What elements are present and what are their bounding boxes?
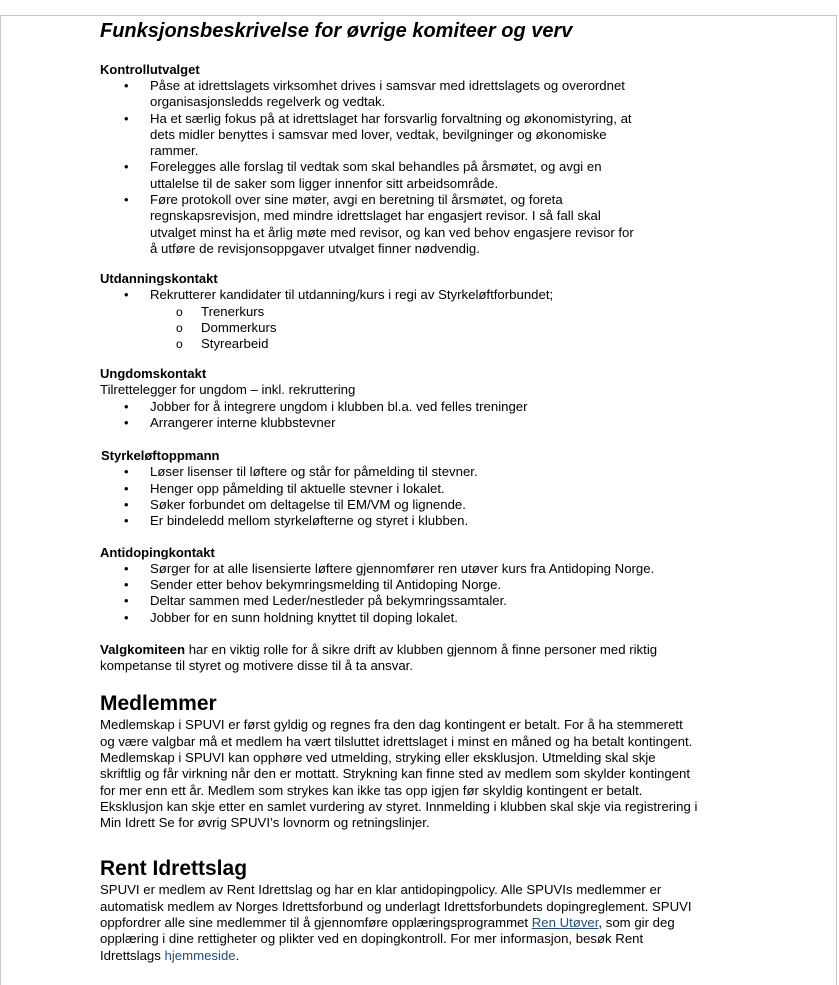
valgkomiteen-paragraph: Valgkomiteen har en viktig rolle for å sikre drift av klubben gjennom å finne personer med riktig kompetanse til styret og motivere disse til å ta ansvar.	[100, 641, 658, 674]
section-heading-ungdomskontakt: Ungdomskontakt	[100, 366, 207, 382]
rent-paragraph: SPUVI er medlem av Rent Idrettslag og har en klar antidopingpolicy. Alle SPUVIs medlemmer er automatisk medlem av Norges Idrettsforbund og underlagt Idrettsforbundets dopingreglement. SPUVI oppfordrer alle sine medlemmer til å gjennomføre opplæringsprogrammet Ren Utøver, som gir deg opplæring i dine rettigheter og plikter ved en dopingkontroll. For mer informasjon, besøk Rent Idrettslags hjemmeside.	[100, 882, 692, 963]
circle-bullet-icon: o	[176, 304, 183, 319]
list-item: • Deltar sammen med Leder/nestleder på bekymringssamtaler.	[124, 593, 507, 609]
list-item: • Henger opp påmelding til aktuelle stevner i lokalet.	[124, 480, 445, 496]
section-heading-medlemmer: Medlemmer	[100, 692, 217, 716]
bullet-icon: •	[124, 513, 129, 529]
section-rent-idrettslag	[100, 856, 750, 963]
section-heading-kontrollutvalget: Kontrollutvalget	[100, 62, 200, 77]
bullet-icon: •	[124, 398, 129, 414]
circle-bullet-icon: o	[176, 320, 183, 335]
list-item: • Søker forbundet om deltagelse til EM/VM og lignende.	[124, 496, 466, 512]
section-kontrollutvalget	[100, 62, 750, 257]
sub-list-item: o Dommerkurs	[176, 319, 277, 335]
bullet-icon: •	[124, 78, 129, 93]
list-item: • Jobber for å integrere ungdom i klubben bl.a. ved felles treninger	[124, 398, 528, 414]
ungdom-intro: Tilrettelegger for ungdom – inkl. rekruttering	[100, 382, 356, 398]
document-body	[100, 19, 750, 964]
utdanning-list	[100, 287, 750, 303]
ren-utover-link[interactable]: Ren Utøver	[531, 914, 599, 930]
bullet-icon: •	[124, 496, 129, 512]
section-utdanningskontakt	[100, 271, 750, 352]
list-item: • Påse at idrettslagets virksomhet drives i samsvar med idrettslagets og overordnet organisasjonsledds regelverk og vedtak.	[124, 78, 625, 110]
section-antidopingkontakt	[100, 545, 750, 627]
ungdom-list	[100, 399, 750, 432]
bullet-icon: •	[124, 159, 129, 175]
list-item: • Arrangerer interne klubbstevner	[124, 415, 336, 431]
circle-bullet-icon: o	[176, 337, 183, 352]
list-item: • Rekrutterer kandidater til utdanning/kurs i regi av Styrkeløftforbundet;	[124, 287, 554, 303]
bullet-icon: •	[124, 560, 129, 576]
section-medlemmer	[100, 691, 750, 831]
hjemmeside-link[interactable]: hjemmeside	[164, 947, 236, 963]
medlemmer-paragraph: Medlemskap i SPUVI er først gyldig og regnes fra den dag kontingent er betalt. For å ha stemmerett og være valgbar må et medlem ha vært tilsluttet idrettslaget i minst en måned og ha betalt kontingent. Medlemskap i SPUVI kan opphøre ved utmelding, stryking eller eksklusjon. Utmelding skal skje skriftlig og får virkning når den er mottatt. Strykning kan finne sted av medlem som skylder kontingent for mer enn ett år. Medlem som strykes kan ikke tas opp igjen før skyldig kontingent er betalt. Eksklusjon kan skje etter en samlet vurdering av styret. Innmelding i klubben skal skje via registrering i Min Idrett Se for øvrig SPUVI’s lovnorm og retningslinjer.	[100, 717, 698, 831]
bullet-icon: •	[124, 464, 129, 480]
bullet-icon: •	[124, 110, 129, 126]
bullet-icon: •	[124, 192, 129, 208]
section-heading-utdanningskontakt: Utdanningskontakt	[100, 271, 218, 287]
sub-list-item: o Styrearbeid	[176, 336, 269, 352]
sub-list-item: o Trenerkurs	[176, 303, 265, 319]
bullet-icon: •	[124, 610, 129, 626]
list-item: • Er bindeledd mellom styrkeløfterne og styret i klubben.	[124, 513, 469, 529]
bullet-icon: •	[124, 480, 129, 496]
section-ungdomskontakt	[100, 366, 750, 431]
kontrollutvalget-list	[100, 78, 750, 257]
list-item: • Føre protokoll over sine møter, avgi en beretning til årsmøtet, og foreta regnskapsrevisjon, med mindre idrettslaget har engasjert revisor. I så fall skal utvalget minst ha et årlig møte med revisor, og kan ved behov engasjere revisor for å utføre de revisjonsoppgaver utvalget finner nødvendig.	[124, 192, 634, 256]
list-item: • Forelegges alle forslag til vedtak som skal behandles på årsmøtet, og avgi en uttalelse til de saker som ligger innenfor sitt arbeidsområde.	[124, 159, 602, 191]
list-item: • Sørger for at alle lisensierte løftere gjennomfører ren utøver kurs fra Antidoping Norge.	[124, 560, 655, 576]
utdanning-sublist	[100, 304, 750, 353]
list-item: • Sender etter behov bekymringsmelding til Antidoping Norge.	[124, 576, 502, 592]
antidoping-list	[100, 561, 750, 627]
valgkomiteen-label: Valgkomiteen	[100, 641, 186, 657]
page-title: Funksjonsbeskrivelse for øvrige komiteer og verv	[100, 20, 573, 42]
styrkeloft-list	[100, 464, 750, 529]
bullet-icon: •	[124, 576, 129, 592]
section-heading-antidopingkontakt: Antidopingkontakt	[100, 544, 215, 560]
section-styrkeloftoppmann	[100, 448, 750, 529]
list-item: • Løser lisenser til løftere og står for påmelding til stevner.	[124, 464, 478, 480]
section-heading-rent-idrettslag: Rent Idrettslag	[100, 857, 248, 881]
list-item: • Ha et særlig fokus på at idrettslaget har forsvarlig forvaltning og økonomistyring, at dets midler benyttes i samsvar med lover, vedtak, bevilgninger og økonomiske rammer.	[124, 110, 632, 159]
section-heading-styrkeloftoppmann: Styrkeløftoppmann	[101, 448, 220, 464]
bullet-icon: •	[124, 287, 129, 303]
bullet-icon: •	[124, 593, 129, 609]
list-item: • Jobber for en sunn holdning knyttet til doping lokalet.	[124, 610, 458, 626]
bullet-icon: •	[124, 415, 129, 431]
